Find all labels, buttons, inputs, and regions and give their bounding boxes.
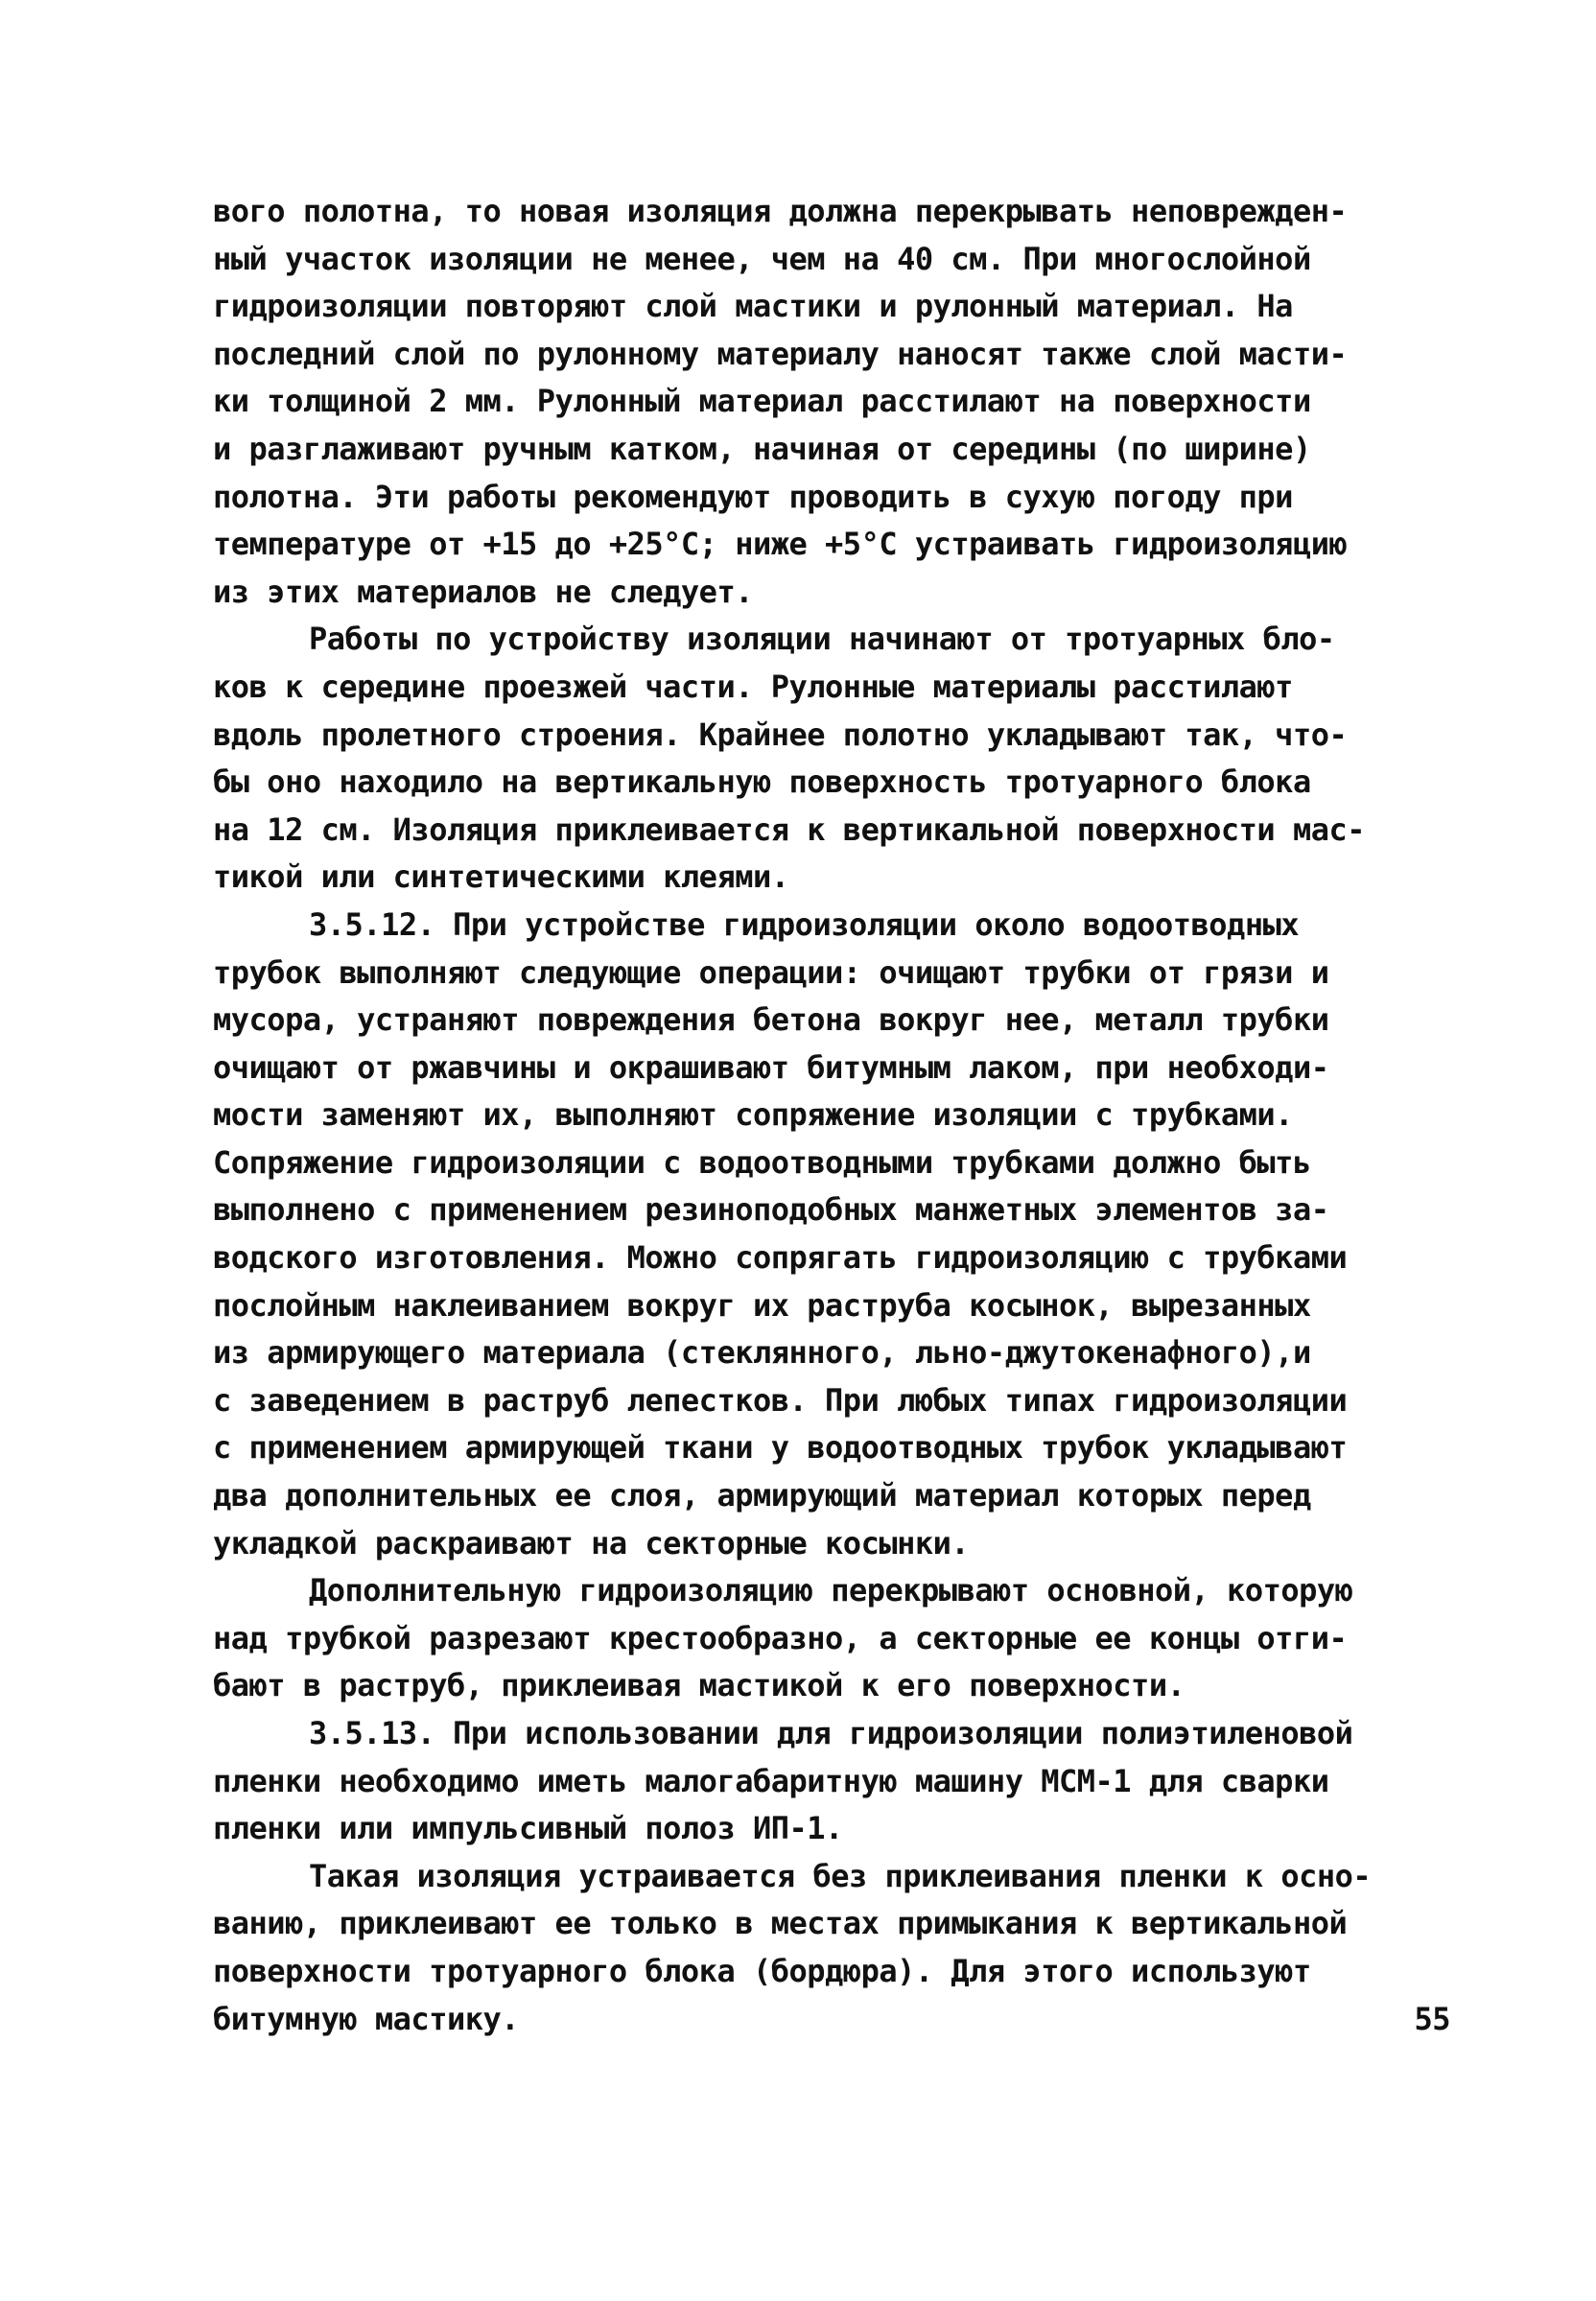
text-line: с заведением в раструб лепестков. При любых типах гидроизоляции [213, 1381, 1348, 1419]
text-line: пленки или импульсивный полоз ИП-1. [213, 1810, 843, 1847]
page-number: 55 [1414, 2000, 1450, 2037]
text-line: из армирующего материала (стеклянного, льно-джутокенафного),и [213, 1334, 1311, 1372]
section-3-5-12-heading-line: 3.5.12. При устройстве гидроизоляции около водоотводных [309, 905, 1300, 943]
text-line: укладкой раскраивают на секторные косынки. [213, 1524, 970, 1561]
section-3-5-13-heading-line: 3.5.13. При использовании для гидроизоляции полиэтиленовой [309, 1715, 1353, 1751]
text-line: полотна. Эти работы рекомендуют проводить в сухую погоду при [213, 478, 1293, 515]
text-line: мости заменяют их, выполняют сопряжение изоляции с трубками. [213, 1096, 1293, 1134]
text-line: мусора, устраняют повреждения бетона вокруг нее, металл трубки [213, 1001, 1329, 1039]
text-line: ванию, приклеивают ее только в местах примыкания к вертикальной [213, 1905, 1348, 1942]
paragraph-start-line: Такая изоляция устраивается без приклеивания пленки к осно- [309, 1857, 1372, 1894]
text-line: бают в раструб, приклеивая мастикой к его поверхности. [213, 1667, 1185, 1704]
text-line: последний слой по рулонному материалу наносят также слой масти- [213, 335, 1348, 372]
text-line: и разглаживают ручным катком, начиная от середины (по ширине) [213, 430, 1311, 467]
text-line: битумную мастику. [213, 2000, 520, 2037]
text-line: водского изготовления. Можно сопрягать гидроизоляцию с трубками [213, 1239, 1348, 1277]
final-line [213, 1996, 1450, 2044]
text-line: с применением армирующей ткани у водоотводных трубок укладывают [213, 1429, 1348, 1467]
text-line: бы оно находило на вертикальную поверхность тротуарного блока [213, 763, 1311, 801]
text-line: температуре от +15 до +25°С; ниже +5°С устраивать гидроизоляцию [213, 526, 1348, 563]
paragraph-start-line: Дополнительную гидроизоляцию перекрывают основной, которую [309, 1572, 1353, 1609]
text-line: ный участок изоляции не менее, чем на 40 см. При многослойной [213, 240, 1311, 277]
text-line: очищают от ржавчины и окрашивают битумным лаком, при необходи- [213, 1048, 1329, 1086]
text-line: ков к середине проезжей части. Рулонные материалы расстилают [213, 668, 1293, 705]
text-line: поверхности тротуарного блока (бордюра). Для этого используют [213, 1952, 1311, 1989]
text-line: вдоль пролетного строения. Крайнее полотно укладывают так, что- [213, 716, 1348, 753]
text-line: трубок выполняют следующие операции: очищают трубки от грязи и [213, 953, 1329, 991]
body-text [213, 188, 1450, 2043]
text-line: два дополнительных ее слоя, армирующий материал которых перед [213, 1477, 1311, 1514]
text-line: выполнено с применением резиноподобных манжетных элементов за- [213, 1191, 1329, 1229]
text-line: на 12 см. Изоляция приклеивается к вертикальной поверхности мас- [213, 810, 1365, 848]
text-line: над трубкой разрезают крестообразно, а секторные ее концы отги- [213, 1619, 1348, 1656]
text-line: из этих материалов не следует. [213, 573, 753, 610]
text-line: послойным наклеиванием вокруг их раструба косынок, вырезанных [213, 1286, 1311, 1324]
text-line: вого полотна, то новая изоляция должна перекрывать неповрежден- [213, 193, 1348, 229]
text-line: гидроизоляции повторяют слой мастики и рулонный материал. На [213, 288, 1293, 325]
text-line: Сопряжение гидроизоляции с водоотводными трубками должно быть [213, 1143, 1311, 1181]
paragraph-start-line: Работы по устройству изоляции начинают от тротуарных бло- [309, 621, 1335, 658]
text-line: ки толщиной 2 мм. Рулонный материал расстилают на поверхности [213, 383, 1311, 420]
text-line: тикой или синтетическими клеями. [213, 858, 789, 896]
text-line: пленки необходимо иметь малогабаритную машину МСМ-1 для сварки [213, 1762, 1329, 1799]
